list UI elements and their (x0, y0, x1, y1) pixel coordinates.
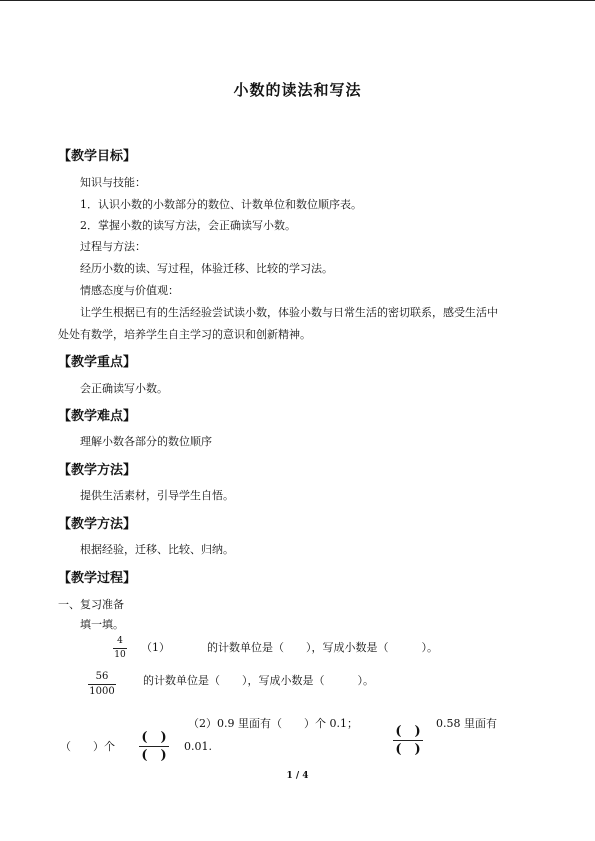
q1b-text: 的计数单位是（ ），写成小数是（ ）。 (143, 674, 374, 687)
heading-difficulty: 【教学难点】 (58, 409, 137, 424)
fraction-numerator: 4 (117, 636, 123, 646)
goals-line-5: 经历小数的读、写过程，体验迁移、比较的学习法。 (80, 262, 333, 275)
difficulty-text: 理解小数各部分的数位顺序 (80, 435, 212, 448)
heading-key: 【教学重点】 (58, 355, 137, 370)
q1-label: （1） (141, 641, 170, 654)
process-fill: 填一填。 (80, 618, 124, 631)
goals-line-7: 让学生根据已有的生活经验尝试读小数，体验小数与日常生活的密切联系，感受生活中 (80, 306, 498, 319)
key-text: 会正确读写小数。 (80, 382, 168, 395)
blank-denominator: ( ) (395, 742, 421, 757)
fraction-bar (88, 684, 116, 685)
goals-line-4: 过程与方法： (80, 240, 146, 253)
method-2-text: 根据经验，迁移、比较、归纳。 (80, 543, 234, 556)
process-step-1: 一、复习准备 (58, 598, 124, 611)
fraction-denominator: 10 (114, 650, 126, 660)
fraction-bar (393, 740, 423, 741)
blank-numerator: ( ) (395, 724, 421, 739)
goals-line-2: 1．认识小数的小数部分的数位、计数单位和数位顺序表。 (80, 198, 362, 211)
method-1-text: 提供生活素材，引导学生自悟。 (80, 489, 234, 502)
blank-fraction-right (393, 725, 423, 756)
fraction-numerator: 56 (95, 671, 109, 682)
goals-line-6: 情感态度与价值观： (80, 284, 179, 297)
q1-text: 的计数单位是（ ），写成小数是（ ）。 (207, 641, 438, 654)
fraction-4-10 (113, 636, 127, 661)
fraction-56-1000 (88, 671, 116, 698)
heading-process: 【教学过程】 (58, 571, 137, 586)
fraction-bar (139, 746, 169, 747)
top-rule (0, 0, 595, 1)
q2-text: （2）0.9 里面有（ ）个 0.1； (188, 717, 358, 730)
page-title: 小数的读法和写法 (233, 81, 362, 99)
blank-numerator: ( ) (141, 730, 167, 745)
fraction-denominator: 1000 (89, 686, 115, 697)
blank-fraction-left (139, 731, 169, 762)
q2c-text: （ ）个 (60, 740, 115, 753)
q2d-text: 0.01. (184, 740, 212, 753)
q2b-text: 0.58 里面有 (436, 717, 497, 730)
heading-goals: 【教学目标】 (58, 149, 137, 164)
goals-line-8: 处处有数学，培养学生自主学习的意识和创新精神。 (58, 328, 311, 341)
blank-denominator: ( ) (141, 748, 167, 763)
fraction-bar (113, 648, 127, 649)
goals-line-1: 知识与技能： (80, 176, 146, 189)
heading-method-1: 【教学方法】 (58, 463, 137, 478)
heading-method-2: 【教学方法】 (58, 517, 137, 532)
page-number: 1 / 4 (286, 771, 309, 781)
goals-line-3: 2．掌握小数的读写方法，会正确读写小数。 (80, 219, 296, 232)
